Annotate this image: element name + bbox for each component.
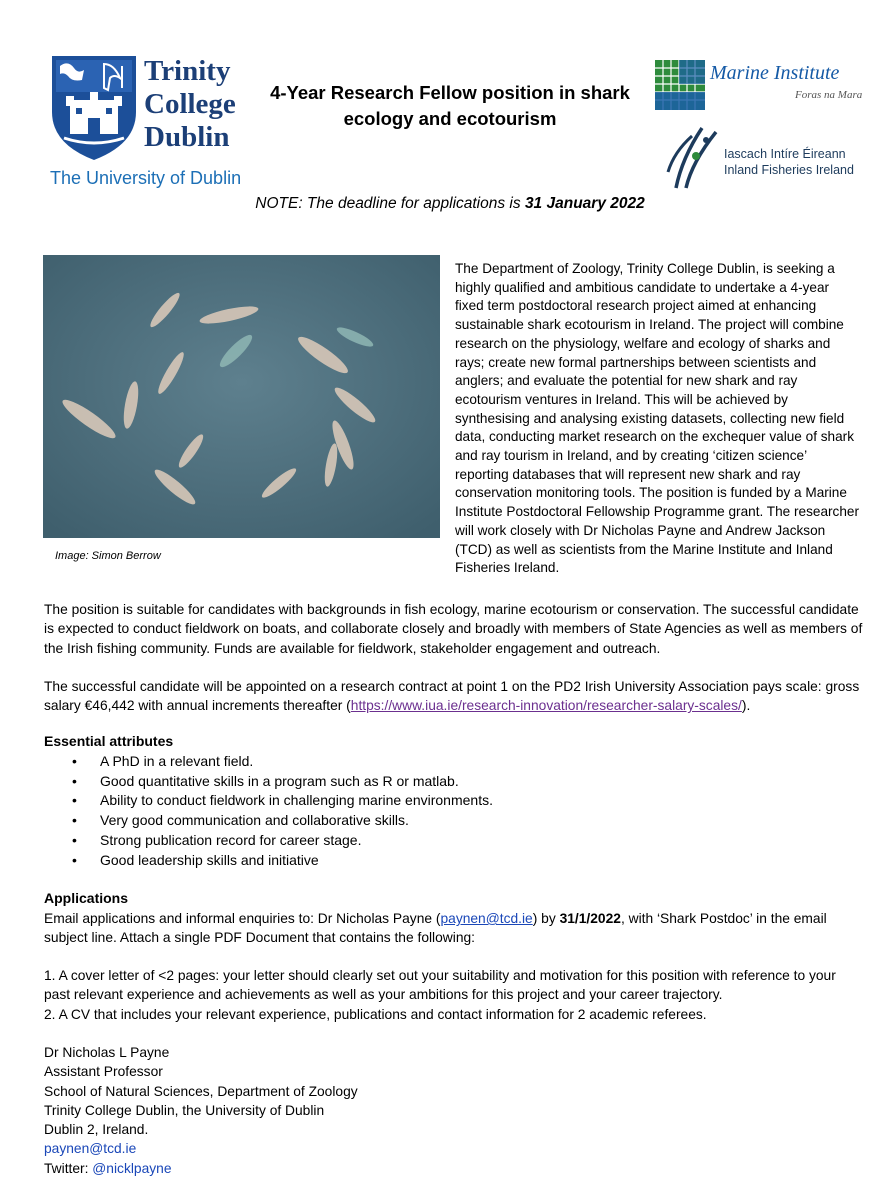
list-item: • Ability to conduct fieldwork in challenging marine environments. (44, 791, 493, 811)
ifi-logo (662, 122, 867, 194)
marine-institute-name: Marine Institute (710, 62, 840, 84)
suitability-paragraph: The position is suitable for candidates with backgrounds in fish ecology, marine ecotourism or conservation. The successful candidate is expected to conduct fieldwork on boats, and collaborate closely and broadly with members of State Agencies as well as members of the Irish fishing community. Funds are available for fieldwork, stakeholder engagement and outreach. (44, 602, 863, 656)
tcd-name-line: Trinity (144, 55, 231, 87)
deadline-date: 31 January 2022 (524, 195, 645, 212)
ifi-mark-icon (662, 122, 722, 192)
signature-name: Dr Nicholas L Payne (44, 1045, 170, 1060)
marine-institute-logo (655, 58, 863, 114)
applications-heading: Applications (44, 890, 129, 906)
marine-institute-subtitle: Foras na Mara (795, 89, 863, 101)
salary-text-end: ). (741, 698, 751, 714)
salary-scale-link[interactable]: https://www.iua.ie/research-innovation/researcher-salary-scales/ (350, 698, 742, 714)
ifi-name (724, 146, 854, 178)
tcd-name-line: College (144, 88, 236, 120)
signature-univ: Trinity College Dublin, the University of Dublin (44, 1102, 325, 1118)
deadline-note (0, 195, 875, 213)
applications-paragraph (44, 909, 864, 948)
twitter-handle-link[interactable]: @nicklpayne (92, 1160, 172, 1176)
signature-dept: School of Natural Sciences, Department of Zoology (44, 1083, 358, 1099)
signature-twitter (44, 1159, 358, 1178)
title-line: ecology and ecotourism (343, 108, 557, 129)
photo-caption: Image: Simon Berrow (55, 550, 161, 562)
salary-paragraph (44, 677, 864, 716)
ifi-name-english: Inland Fisheries Ireland (724, 163, 854, 177)
salary-text: The successful candidate will be appointed on a research contract at point 1 on the PD2 Irish University Association pays scale: gross salary €46,442 with annual increments thereafter ( (44, 679, 860, 714)
applications-text: , with ‘Shark Postdoc’ in the email subject line. Attach a single PDF Document that contains the following: (44, 911, 827, 946)
list-item: • Very good communication and collaborative skills. (44, 811, 493, 831)
ifi-name-irish: Iascach Intíre Éireann (724, 147, 846, 161)
applications-date: 31/1/2022 (559, 911, 621, 926)
applications-text: Email applications and informal enquiries to: Dr Nicholas Payne ( (44, 911, 441, 926)
list-item: • Good leadership skills and initiative (44, 851, 493, 871)
tcd-name-line: Dublin (144, 121, 230, 153)
list-item: • Good quantitative skills in a program such as R or matlab. (44, 772, 493, 792)
applications-text: ) by (532, 911, 560, 926)
twitter-label: Twitter: (44, 1160, 93, 1176)
signature-role: Assistant Professor (44, 1064, 163, 1080)
requirement-item: 1. A cover letter of <2 pages: your letter should clearly set out your suitability and motivation for this position with reference to your past relevant experience and achievements as well as your ambitions for this project and your career trajectory. (44, 968, 836, 1003)
signature-block (44, 1043, 358, 1178)
tcd-logo (44, 50, 254, 200)
applications-requirements (44, 966, 864, 1024)
list-item: • Strong publication record for career stage. (44, 831, 493, 851)
requirement-item: 2. A CV that includes your relevant experience, publications and contact information for 2 academic referees. (44, 1006, 707, 1022)
tcd-university: The University of Dublin (50, 168, 242, 188)
marine-grid-icon (655, 60, 705, 110)
intro-paragraph: The Department of Zoology, Trinity College Dublin, is seeking a highly qualified and ambitious candidate to undertake a 4-year fixed term postdoctoral research project aimed at enhancing sustainable shark ecotourism in Ireland. The project will combine research on the physiology, welfare and ecology of sharks and rays; create new formal partnerships between scientists and anglers; and evaluate the potential for new shark and ray ecotourism ventures in Ireland. This will be achieved by synthesising and analysing existing datasets, collecting new field data, conducting market research on the exchequer value of shark and ray tourism in Ireland, and by creating ‘citizen science’ reporting databases that will represent new shark and ray conservation monitoring tools. The position is funded by a Marine Institute Postdoctoral Fellowship Programme grant. The researcher will work closely with Dr Nicholas Payne and Andrew Jackson (TCD) as well as scientists from the Marine Institute and Inland Fisheries Ireland. (455, 261, 859, 576)
shark-photo (43, 255, 440, 538)
list-item: • A PhD in a relevant field. (44, 752, 493, 772)
essential-heading: Essential attributes (44, 733, 174, 749)
deadline-note-text: NOTE: The deadline for applications is (255, 195, 525, 212)
email-link[interactable]: paynen@tcd.ie (440, 911, 533, 926)
tcd-wordmark (144, 55, 236, 154)
signature-email-link[interactable]: paynen@tcd.ie (44, 1141, 137, 1157)
page-title (255, 80, 645, 132)
signature-city: Dublin 2, Ireland. (44, 1122, 149, 1138)
essential-list (44, 752, 493, 870)
tcd-shield-icon (48, 52, 140, 164)
title-line: 4-Year Research Fellow position in shark (270, 82, 630, 103)
